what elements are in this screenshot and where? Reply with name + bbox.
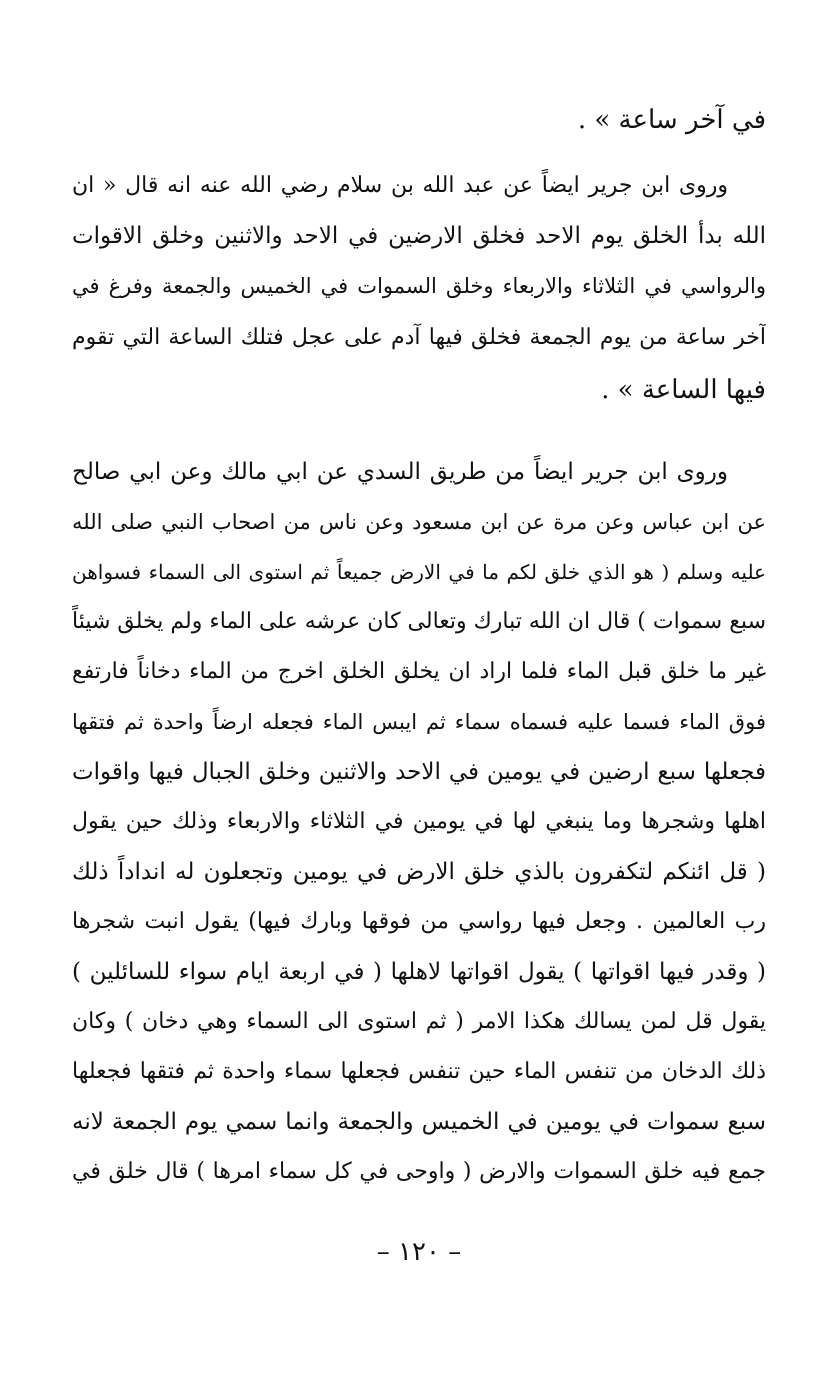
text-line: عن ابن عباس وعن مرة عن ابن مسعود وعن ناس من اصحاب النبي صلى الله [72, 510, 766, 534]
text-line: والرواسي في الثلاثاء والاربعاء وخلق السموات في الخميس والجمعة وفرغ في [72, 274, 766, 298]
text-line: يقول قل لمن يسالك هكذا الامر ( ثم استوى الى السماء وهي دخان ) وكان [72, 1009, 766, 1034]
text-line: في آخر ساعة » . [577, 105, 766, 135]
text-line: فجعلها سبع ارضين في يومين في الاحد والاثنين وخلق الجبال فيها واقوات [72, 759, 766, 785]
text-line: عليه وسلم ( هو الذي خلق لكم ما في الارض جميعاً ثم استوى الى السماء فسواهن [72, 560, 766, 584]
text-line: رب العالمين . وجعل فيها رواسي من فوقها وبارك فيها) يقول انبت شجرها [72, 909, 766, 934]
text-line: الله بدأ الخلق يوم الاحد فخلق الارضين في الاحد والاثنين وخلق الاقوات [72, 223, 766, 249]
page-number: – ١٢٠ – [376, 1237, 462, 1267]
text-line: غير ما خلق قبل الماء فلما اراد ان يخلق الخلق اخرج من الماء دخاناً فارتفع [72, 659, 766, 684]
text-line: اهلها وشجرها وما ينبغي لها في يومين في الثلاثاء والاربعاء وذلك حين يقول [72, 809, 766, 834]
text-line: جمع فيه خلق السموات والارض ( واوحى في كل سماء امرها ) قال خلق في [72, 1159, 766, 1184]
text-line: فوق الماء فسما عليه فسماه سماء ثم ايبس الماء فجعله ارضاً واحدة ثم فتقها [72, 710, 766, 734]
text-line: فيها الساعة » . [601, 375, 766, 405]
text-line: آخر ساعة من يوم الجمعة فخلق فيها آدم على عجل فتلك الساعة التي تقوم [72, 325, 766, 350]
text-line: ( قل ائنكم لتكفرون بالذي خلق الارض في يومين وتجعلون له انداداً ذلك [72, 859, 766, 885]
text-line: سبع سموات ) قال ان الله تبارك وتعالى كان عرشه على الماء ولم يخلق شيئاً [72, 609, 766, 634]
text-line: ( وقدر فيها اقواتها ) يقول اقواتها لاهلها ( في اربعة ايام سواء للسائلين ) [72, 959, 766, 985]
text-line: وروى ابن جرير ايضاً عن عبد الله بن سلام رضي الله عنه انه قال « ان [72, 173, 728, 198]
text-line: ذلك الدخان من تنفس الماء حين تنفس فجعلها سماء واحدة ثم فتقها فجعلها [72, 1059, 766, 1084]
text-line: وروى ابن جرير ايضاً من طريق السدي عن ابي مالك وعن ابي صالح [72, 459, 728, 485]
text-line: سبع سموات في يومين في الخميس والجمعة وانما سمي يوم الجمعة لانه [72, 1109, 766, 1135]
